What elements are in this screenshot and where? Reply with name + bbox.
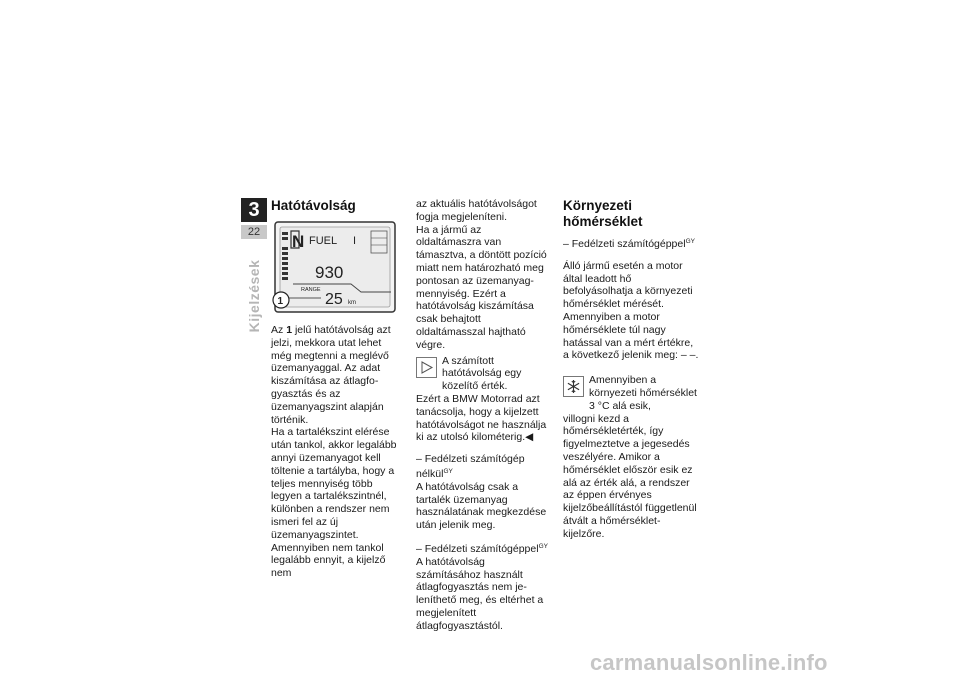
sidestand-paragraph: Ha a jármű az oldaltámaszra van támasztva, a döntött pozíció miatt nem határozható meg pontosan az üzemanyag-mennyiség. Ezért a hatótávolság kiszámítása csak behajtott oldaltámasszal hajtható végre. — [416, 223, 547, 351]
lcd-fuel-value: I — [353, 235, 357, 247]
lcd-display-illustration — [271, 220, 399, 320]
column-range — [271, 198, 402, 580]
lcd-odometer: 930 — [315, 263, 344, 282]
column-temperature — [563, 198, 701, 541]
lcd-display-figure — [271, 220, 399, 320]
lcd-gear: N — [292, 232, 305, 251]
note-range-first: A számított hatótávolság egy közelítő érték. — [442, 354, 522, 393]
heading-with-computer: – Fedélzeti számítógéppel$^{GY}$ — [416, 542, 548, 555]
callout-ref: 1 — [286, 324, 293, 336]
lcd-range-value: 25 — [325, 291, 343, 308]
note-range-rest: Ezért a BMW Motorrad azt tanácsolja, hogy a kijelzett hatótávolságot ne használja ki az utolsó kilométerig.◀ — [416, 392, 547, 444]
note-block-ice — [563, 374, 701, 412]
lcd-range-unit: km — [348, 300, 356, 306]
callout-1-label: 1 — [277, 296, 284, 307]
range-intro-paragraph: Az 1 jelű hatótávolság azt jelzi, mekkora utat lehet még megtenni a meglévő üzemanyaggal. Az adat kiszámítása az átlagfogyasztás és az üzemanyagszint alapján történik. — [271, 324, 391, 426]
section-label: Kijelzések — [246, 259, 262, 333]
column-range-cont — [416, 198, 549, 633]
page-number: 22 — [241, 225, 267, 239]
note-ice-first: Amennyiben a környezeti hőmérséklet 3 °C alá esik, — [589, 374, 697, 412]
snowflake-icon — [563, 376, 584, 397]
note-block-range — [416, 355, 549, 393]
without-computer-paragraph: A hatótávolság csak a tartalék üzemanyag használatának megkezdése után jelenik meg. — [416, 480, 547, 532]
lcd-fuel-label: FUEL — [309, 235, 338, 247]
heading-without-computer: – Fedélzeti számítógép nélkül$^{GY}$ — [416, 453, 525, 480]
lcd-range-label: RANGE — [301, 287, 321, 293]
range-refuel-paragraph: Ha a tartalékszint elérése után tankol, akkor legalább annyi üzemanyagot kell töltenie a tartályba, hogy a teljes mennyiség több legyen a tartalékszintnél, különben a rendszer nem ismeri fel az új üzemanyagszintet. Amennyiben nem tankol legalább ennyit, a kijelző nem — [271, 426, 397, 580]
range-cont-paragraph: az aktuális hatótávolságot fogja megjeleníteni. — [416, 198, 537, 223]
note-triangle-icon — [416, 357, 437, 378]
chapter-number: 3 — [241, 198, 267, 222]
note-ice-rest: villogni kezd a hőmérsékletérték, így figyelmeztetve a jegesedés veszélyére. Amikor a hőmérséklet először esik ez alá az érték alá, a rendszer az éppen érvényes kijelzőbeállítástól függetlenül átvált a hőmérséklet-kijelzőre. — [563, 412, 697, 540]
with-computer-paragraph: A hatótávolság számításához használt átlagfogyasztás nem jeleníthető meg, és eltérhet a megjelenített átlagfogyasztástól. — [416, 555, 544, 632]
section-title-range: Hatótávolság — [271, 198, 356, 213]
watermark: carmanualsonline.info — [590, 650, 828, 675]
chapter-sidebar — [241, 198, 267, 348]
temp-paragraph: Álló jármű esetén a motor által leadott hő befolyásolhatja a környezeti hőmérséklet mérését. Amennyiben a motor hőmérséklete túl nagy hatással van a mért értékre, a következő jelenik meg: – –. — [563, 259, 699, 362]
heading-temp-computer: – Fedélzeti számítógéppel$^{GY}$ — [563, 238, 695, 250]
section-title-temperature: Környezeti hőmérséklet — [563, 198, 643, 229]
